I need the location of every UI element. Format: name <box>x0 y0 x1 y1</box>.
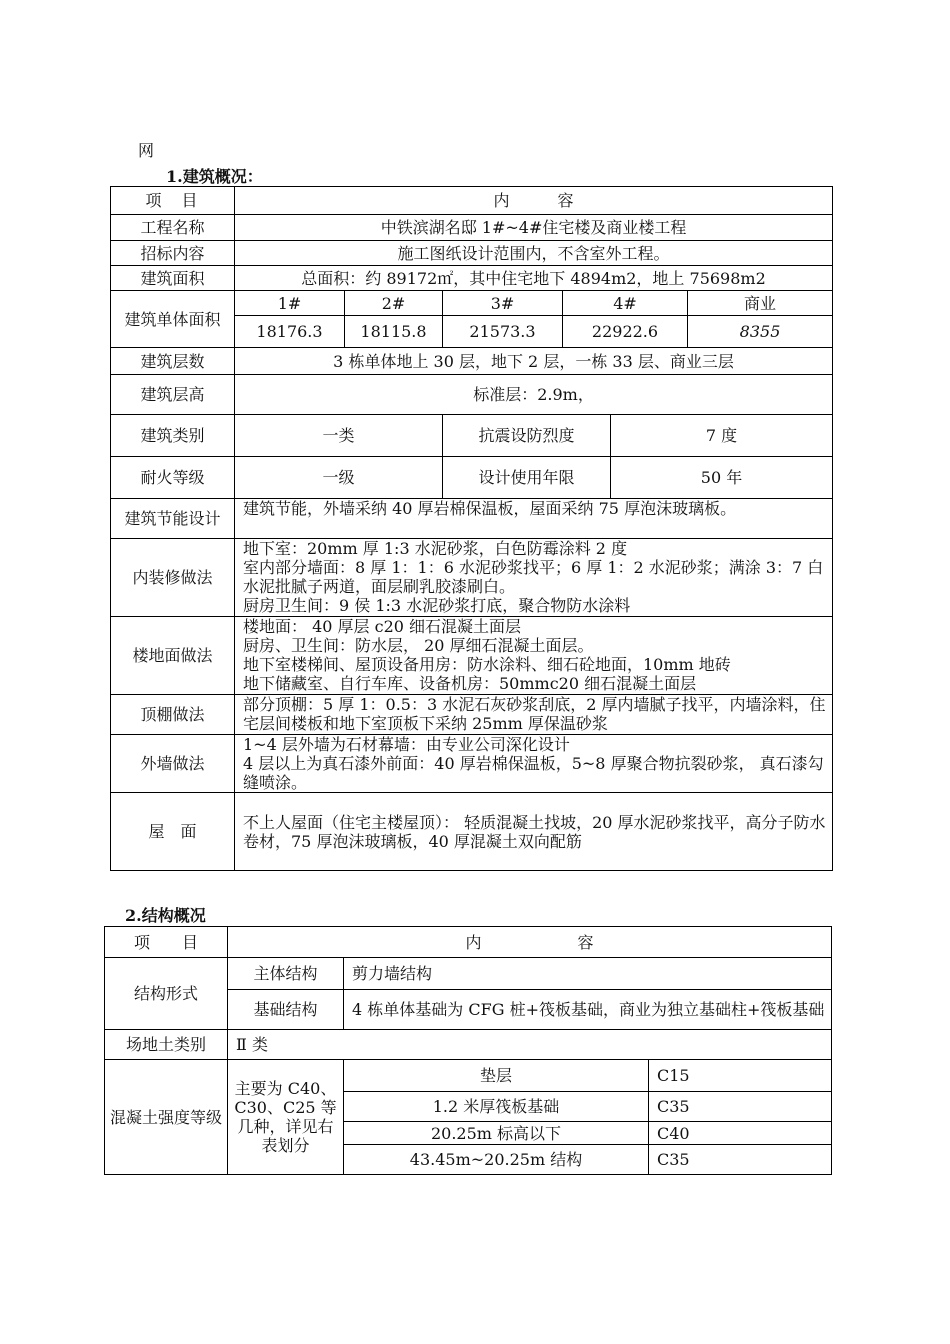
category-value: 一类 <box>235 415 443 457</box>
row-label: 结构形式 <box>105 958 228 1030</box>
concrete-part: 20.25m 标高以下 <box>344 1122 649 1145</box>
exterior-line: 4 层以上为真石漆外前面：40 厚岩棉保温板，5~8 厚聚合物抗裂砂浆， 真石漆勾缝喷涂。 <box>243 754 824 792</box>
table-row <box>111 457 833 499</box>
soil-value: Ⅱ 类 <box>228 1030 832 1060</box>
header-item-cell: 项 目 <box>105 927 228 958</box>
row-label: 楼地面做法 <box>111 617 235 695</box>
table-row <box>111 617 833 695</box>
roof-value: 不上人屋面（住宅主楼屋顶）： 轻质混凝土找坡，20 厚水泥砂浆找平，高分子防水卷材，75 厚泡沫玻璃板，40 厚混凝土双向配筋 <box>235 793 833 871</box>
concrete-part: 垫层 <box>344 1060 649 1092</box>
row-label: 顶棚做法 <box>111 695 235 735</box>
floor-finish-line: 地下储藏室、自行车库、设备机房：50mmc20 细石混凝土面层 <box>243 674 697 693</box>
table-row <box>105 927 832 958</box>
ceiling-value: 部分顶棚：5 厚 1：0.5：3 水泥石灰砂浆刮底，2 厚内墙腻子找平，内墙涂料，住宅层间楼板和地下室顶板下采纳 25mm 厚保温砂浆 <box>235 695 833 735</box>
row-label: 建筑类别 <box>111 415 235 457</box>
floor-finish-value <box>235 617 833 695</box>
design-life-label: 设计使用年限 <box>443 457 611 499</box>
concrete-grade: C40 <box>649 1122 832 1145</box>
design-life-value: 50 年 <box>611 457 833 499</box>
table-row <box>105 1030 832 1060</box>
table-row <box>111 415 833 457</box>
row-label: 外墙做法 <box>111 735 235 793</box>
row-label: 建筑层数 <box>111 348 235 375</box>
table-row <box>111 793 833 871</box>
unit-header: 2# <box>345 291 443 316</box>
row-label: 建筑面积 <box>111 266 235 291</box>
row-label: 工程名称 <box>111 215 235 241</box>
row-label: 建筑单体面积 <box>111 291 235 348</box>
floor-finish-line: 厨房、卫生间：防水层， 20 厚细石混凝土面层。 <box>243 636 594 655</box>
table-row <box>105 958 832 990</box>
interior-value <box>235 539 833 617</box>
table-row <box>111 241 833 266</box>
row-label: 招标内容 <box>111 241 235 266</box>
unit-area-value: 18115.8 <box>345 316 443 348</box>
unit-area-value: 18176.3 <box>235 316 345 348</box>
floor-finish-line: 地下室楼梯间、屋顶设备用房：防水涂料、细石砼地面，10mm 地砖 <box>243 655 731 674</box>
main-structure-label: 主体结构 <box>228 958 344 990</box>
concrete-part: 1.2 米厚筏板基础 <box>344 1092 649 1122</box>
header-item-cell: 项 目 <box>111 187 235 215</box>
row-label: 建筑节能设计 <box>111 499 235 539</box>
table-row <box>105 1060 832 1092</box>
fire-rating-value: 一级 <box>235 457 443 499</box>
unit-header: 商业 <box>688 291 833 316</box>
table-row <box>111 499 833 539</box>
structure-overview-table <box>104 926 832 1175</box>
table-row <box>111 695 833 735</box>
row-label: 场地土类别 <box>105 1030 228 1060</box>
table-row <box>111 539 833 617</box>
exterior-line: 1~4 层外墙为石材幕墙：由专业公司深化设计 <box>243 735 570 754</box>
table-row <box>111 187 833 215</box>
exterior-value <box>235 735 833 793</box>
row-label: 屋 面 <box>111 793 235 871</box>
header-content-cell: 内 容 <box>235 187 833 215</box>
unit-header: 3# <box>443 291 563 316</box>
interior-line: 室内部分墙面：8 厚 1：1：6 水泥砂浆找平；6 厚 1：2 水泥砂浆；满涂 3：7 白水泥批腻子两道，面层刷乳胶漆刷白。 <box>243 558 824 596</box>
unit-area-value: 8355 <box>688 316 833 348</box>
table-row <box>111 348 833 375</box>
project-name-value: 中铁滨湖名邸 1#~4#住宅楼及商业楼工程 <box>235 215 833 241</box>
table-row <box>111 375 833 415</box>
energy-value: 建筑节能，外墙采纳 40 厚岩棉保温板，屋面采纳 75 厚泡沫玻璃板。 <box>235 499 833 539</box>
floors-value: 3 栋单体地上 30 层，地下 2 层，一栋 33 层、商业三层 <box>235 348 833 375</box>
page-fragment-text: 网 <box>138 141 155 160</box>
unit-area-value: 21573.3 <box>443 316 563 348</box>
unit-header: 4# <box>563 291 688 316</box>
bid-content-value: 施工图纸设计范围内，不含室外工程。 <box>235 241 833 266</box>
table-row <box>111 215 833 241</box>
concrete-note: 主要为 C40、C30、C25 等几种，详见右表划分 <box>228 1060 344 1175</box>
row-label: 建筑层高 <box>111 375 235 415</box>
interior-line: 厨房卫生间：9 侯 1:3 水泥砂浆打底，聚合物防水涂料 <box>243 596 631 615</box>
concrete-part: 43.45m~20.25m 结构 <box>344 1145 649 1175</box>
unit-area-value: 22922.6 <box>563 316 688 348</box>
header-content-cell: 内 容 <box>228 927 832 958</box>
seismic-label: 抗震设防烈度 <box>443 415 611 457</box>
unit-header: 1# <box>235 291 345 316</box>
row-label: 混凝土强度等级 <box>105 1060 228 1175</box>
floor-finish-line: 楼地面： 40 厚层 c20 细石混凝土面层 <box>243 617 522 636</box>
concrete-grade: C35 <box>649 1145 832 1175</box>
concrete-grade: C35 <box>649 1092 832 1122</box>
building-overview-table <box>110 186 833 871</box>
interior-line: 地下室：20mm 厚 1:3 水泥砂浆，白色防霉涂料 2 度 <box>243 539 628 558</box>
table-row <box>111 735 833 793</box>
building-area-value: 总面积：约 89172㎡，其中住宅地下 4894m2，地上 75698m2 <box>235 266 833 291</box>
section2-title: 2.结构概况 <box>125 906 206 925</box>
row-label: 内装修做法 <box>111 539 235 617</box>
table-row <box>111 266 833 291</box>
table-row <box>111 291 833 316</box>
foundation-value: 4 栋单体基础为 CFG 桩+筏板基础，商业为独立基础柱+筏板基础 <box>344 990 832 1030</box>
section1-title: 1.建筑概况： <box>166 167 263 186</box>
row-label: 耐火等级 <box>111 457 235 499</box>
foundation-label: 基础结构 <box>228 990 344 1030</box>
floor-height-value: 标准层：2.9m， <box>235 375 833 415</box>
concrete-grade: C15 <box>649 1060 832 1092</box>
main-structure-value: 剪力墙结构 <box>344 958 832 990</box>
seismic-value: 7 度 <box>611 415 833 457</box>
